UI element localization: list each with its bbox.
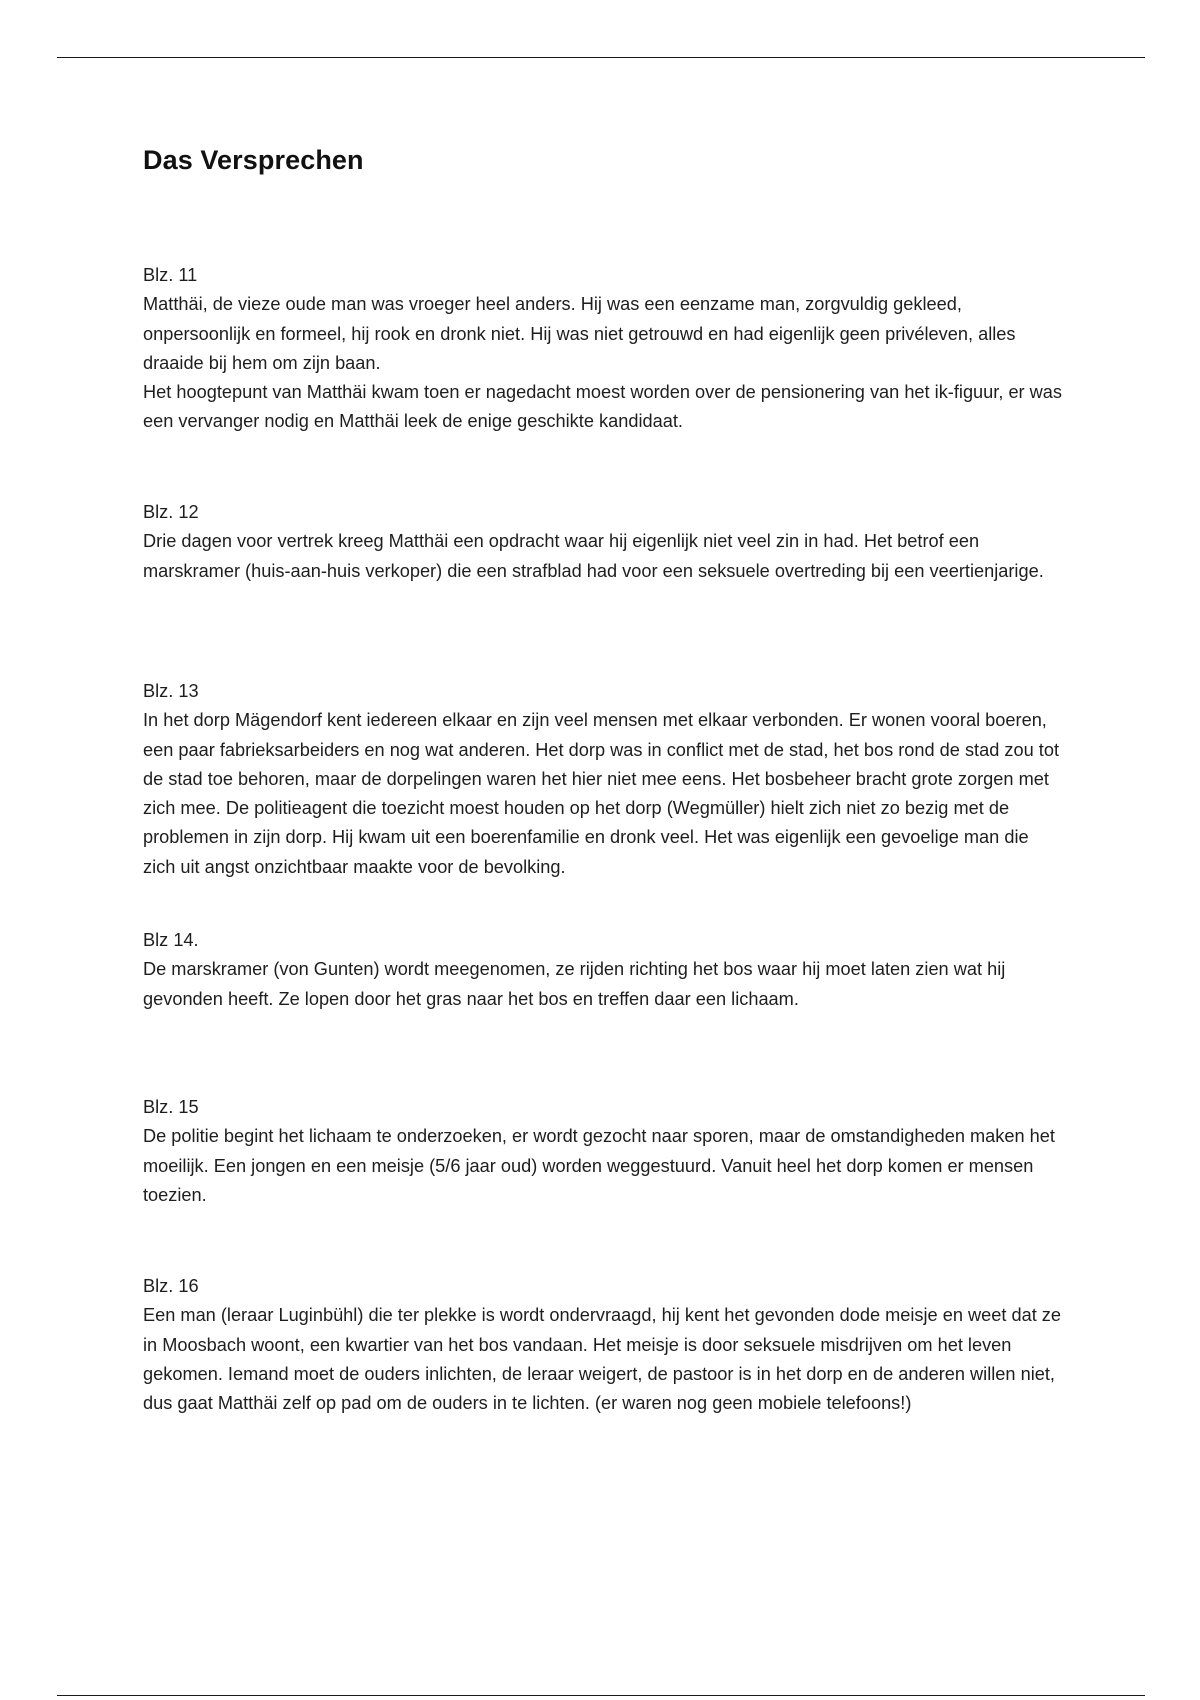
section-label: Blz. 13 bbox=[143, 681, 199, 701]
section-paragraph: Het hoogtepunt van Matthäi kwam toen er nagedacht moest worden over de pensionering van het ik-figuur, er was een vervanger nodig en Matthäi leek de enige geschikte kandidaat. bbox=[143, 382, 1063, 432]
section-blz-15 bbox=[143, 1093, 1063, 1210]
section-paragraph: Een man (leraar Luginbühl) die ter plekke is wordt ondervraagd, hij kent het gevonden dode meisje en weet dat ze in Moosbach woont, een kwartier van het bos vandaan. Het meisje is door seksuele misdrijven om het leven gekomen. Iemand moet de ouders inlichten, de leraar weigert, de pastoor is in het dorp en de anderen willen niet, dus gaat Matthäi zelf op pad om de ouders in te lichten. (er waren nog geen mobiele telefoons!) bbox=[143, 1305, 1062, 1414]
section-blz-11 bbox=[143, 261, 1063, 437]
page-title: Das Versprechen bbox=[143, 145, 364, 175]
header-rule bbox=[57, 57, 1145, 58]
section-label: Blz. 16 bbox=[143, 1276, 199, 1296]
footer-rule bbox=[57, 1695, 1145, 1696]
section-label: Blz. 15 bbox=[143, 1097, 199, 1117]
section-label: Blz. 11 bbox=[143, 265, 198, 285]
section-blz-14 bbox=[143, 926, 1063, 1014]
section-paragraph: In het dorp Mägendorf kent iedereen elkaar en zijn veel mensen met elkaar verbonden. Er wonen vooral boeren, een paar fabrieksarbeiders en nog wat anderen. Het dorp was in conflict met de stad, het bos rond de stad zou tot de stad toe behoren, maar de dorpelingen waren het hier niet mee eens. Het bosbeheer bracht grote zorgen met zich mee. De politieagent die toezicht moest houden op het dorp (Wegmüller) hielt zich niet zo bezig met de problemen in zijn dorp. Hij kwam uit een boerenfamilie en dronk veel. Het was eigenlijk een gevoelige man die zich uit angst onzichtbaar maakte voor de bevolking. bbox=[143, 710, 1059, 877]
section-label: Blz. 12 bbox=[143, 502, 199, 522]
section-label: Blz 14. bbox=[143, 930, 199, 950]
section-paragraph: Drie dagen voor vertrek kreeg Matthäi een opdracht waar hij eigenlijk niet veel zin in had. Het betrof een marskramer (huis-aan-huis verkoper) die een strafblad had voor een seksuele overtreding bij een veertienjarige. bbox=[143, 531, 1044, 581]
section-paragraph: Matthäi, de vieze oude man was vroeger heel anders. Hij was een eenzame man, zorgvuldig gekleed, onpersoonlijk en formeel, hij rook en dronk niet. Hij was niet getrouwd en had eigenlijk geen privéleven, alles draaide bij hem om zijn baan. bbox=[143, 294, 1016, 373]
section-paragraph: De politie begint het lichaam te onderzoeken, er wordt gezocht naar sporen, maar de omstandigheden maken het moeilijk. Een jongen en een meisje (5/6 jaar oud) worden weggestuurd. Vanuit heel het dorp komen er mensen toezien. bbox=[143, 1126, 1055, 1205]
section-blz-12 bbox=[143, 498, 1063, 586]
section-blz-16 bbox=[143, 1272, 1063, 1418]
section-blz-13 bbox=[143, 677, 1063, 882]
section-paragraph: De marskramer (von Gunten) wordt meegenomen, ze rijden richting het bos waar hij moet laten zien wat hij gevonden heeft. Ze lopen door het gras naar het bos en treffen daar een lichaam. bbox=[143, 959, 1006, 1009]
